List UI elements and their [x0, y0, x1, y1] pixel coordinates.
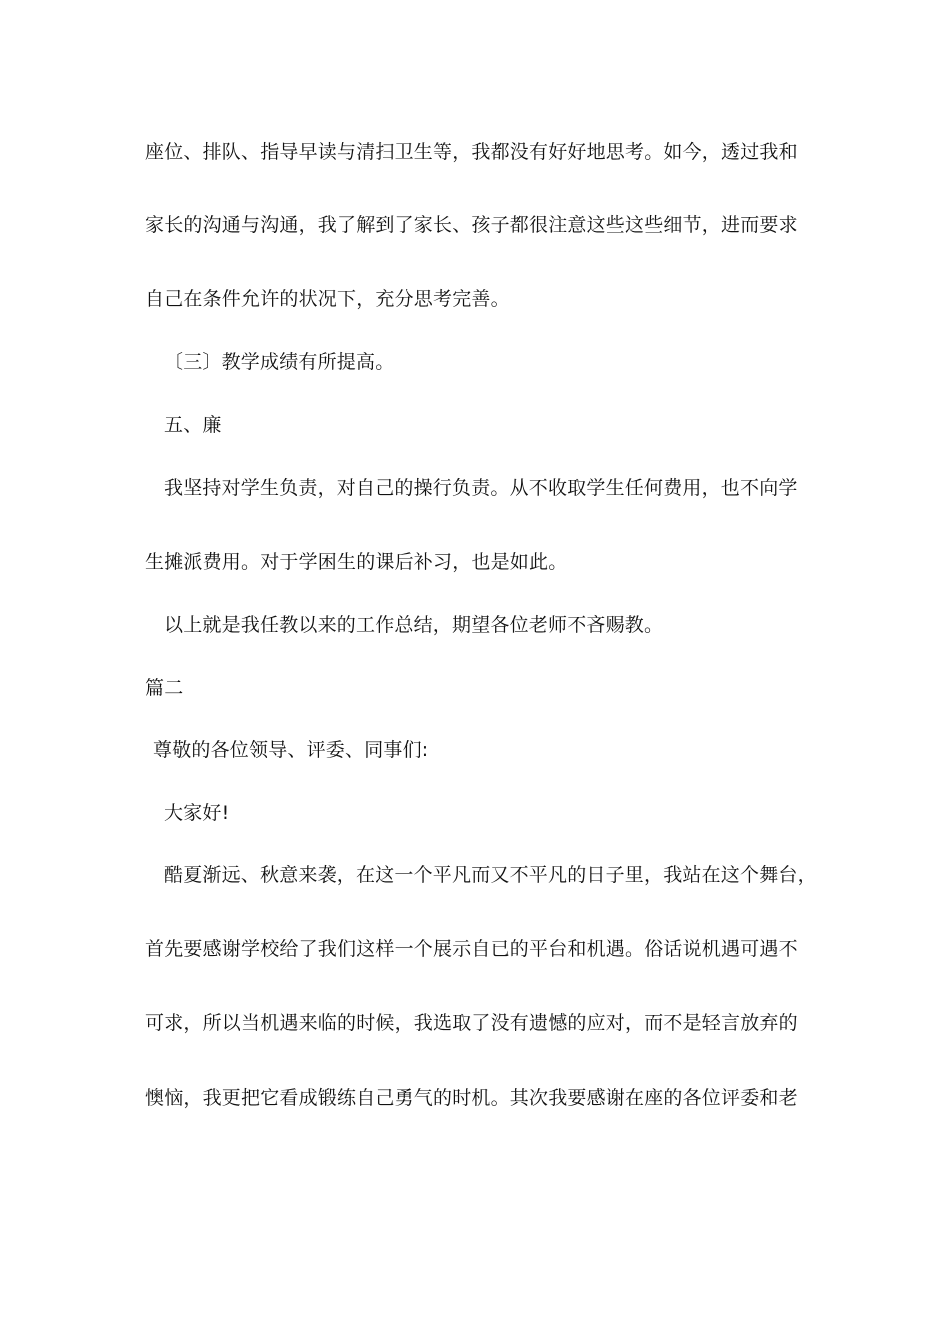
paragraph-line: 懊恼，我更把它看成锻练自己勇气的时机。其次我要感谢在座的各位评委和老	[145, 1087, 798, 1109]
paragraph-line: 座位、排队、指导早读与清扫卫生等，我都没有好好地思考。如今，透过我和	[145, 141, 798, 163]
paragraph-line: 可求，所以当机遇来临的时候，我选取了没有遗憾的应对，而不是轻言放弃的	[145, 1012, 798, 1034]
paragraph-line: 自己在条件允许的状况下，充分思考完善。	[145, 288, 510, 310]
article-title: 篇二	[145, 677, 184, 699]
paragraph-line: 家长的沟通与沟通，我了解到了家长、孩子都很注意这些这些细节，进而要求	[145, 214, 798, 236]
paragraph-line: 首先要感谢学校给了我们这样一个展示自已的平台和机遇。俗话说机遇可遇不	[145, 938, 798, 960]
section-heading: 五、廉	[164, 414, 222, 436]
greeting: 大家好!	[164, 802, 230, 824]
salutation: 尊敬的各位领导、评委、同事们:	[153, 739, 429, 761]
paragraph-line: 酷夏渐远、秋意来袭，在这一个平凡而又不平凡的日子里，我站在这个舞台，	[164, 864, 817, 886]
paragraph-line: 生摊派费用。对于学困生的课后补习，也是如此。	[145, 551, 568, 573]
section-heading: 〔三〕教学成绩有所提高。	[164, 351, 395, 373]
paragraph-line: 我坚持对学生负责，对自己的操行负责。从不收取学生任何费用，也不向学	[164, 477, 798, 499]
paragraph-line: 以上就是我任教以来的工作总结，期望各位老师不吝赐教。	[164, 614, 664, 636]
